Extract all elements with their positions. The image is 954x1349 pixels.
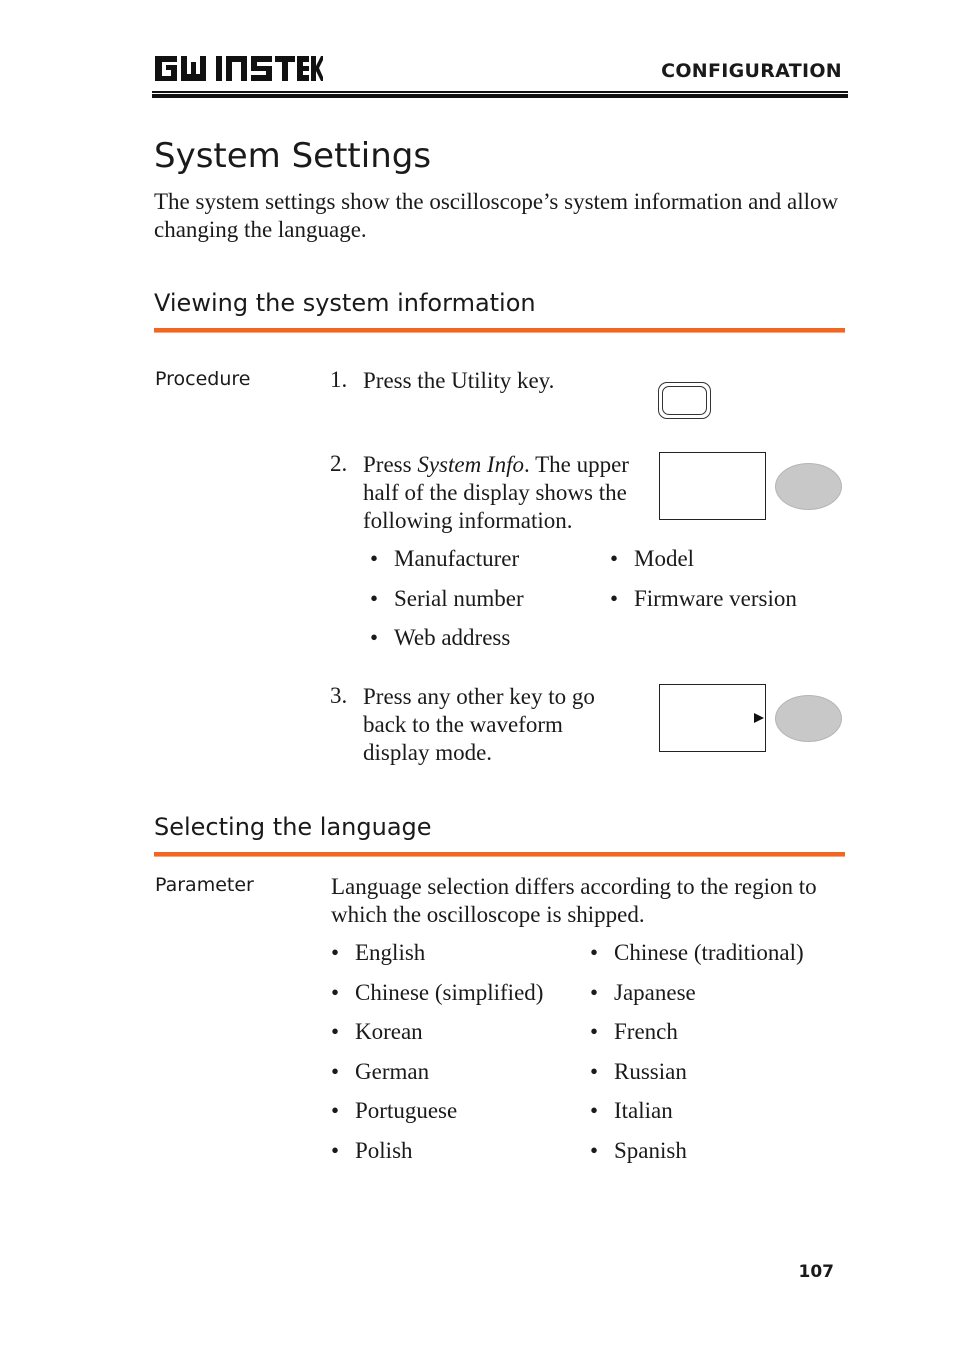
list-item: • German bbox=[331, 1059, 430, 1084]
list-item: • Portuguese bbox=[331, 1098, 458, 1123]
step-2-number: 2. bbox=[330, 451, 348, 476]
gw-instek-logo bbox=[153, 52, 323, 86]
header-rule-thin bbox=[152, 91, 848, 93]
page-title: System Settings bbox=[154, 136, 432, 176]
list-item: • Model bbox=[610, 546, 695, 571]
section-rule-language bbox=[154, 852, 845, 857]
header-rule-thick bbox=[152, 94, 848, 98]
section-heading-system-info: Viewing the system information bbox=[154, 289, 536, 317]
step-1-text: Press the Utility key. bbox=[363, 368, 555, 393]
intro-paragraph: The system settings show the oscilloscope’s system information and allow changing the language. bbox=[154, 189, 839, 242]
step-3-number: 3. bbox=[330, 683, 348, 708]
step-1-number: 1. bbox=[330, 367, 348, 392]
softkey-box-icon bbox=[659, 684, 766, 752]
list-item: • Russian bbox=[590, 1059, 687, 1084]
step-3-text: Press any other key to go back to the waveform display mode. bbox=[363, 684, 595, 765]
list-item: • French bbox=[590, 1019, 678, 1044]
softkey-button-icon bbox=[775, 463, 842, 510]
list-item: • Polish bbox=[331, 1138, 413, 1163]
softkey-box-icon bbox=[659, 452, 766, 520]
list-item: • Firmware version bbox=[610, 586, 797, 611]
header-section-title: CONFIGURATION bbox=[661, 60, 842, 82]
parameter-label: Parameter bbox=[155, 874, 254, 896]
utility-key-icon bbox=[658, 382, 711, 419]
language-description: Language selection differs according to the region to which the oscilloscope is shipped. bbox=[331, 874, 817, 927]
softkey-button-icon bbox=[775, 695, 842, 742]
list-item: • Serial number bbox=[370, 586, 524, 611]
list-item: • Italian bbox=[590, 1098, 673, 1123]
list-item: • Chinese (traditional) bbox=[590, 940, 804, 965]
section-heading-language: Selecting the language bbox=[154, 813, 432, 841]
page-number: 107 bbox=[798, 1262, 834, 1282]
step-2-suffix: . The upper half of the display shows the following information. bbox=[363, 452, 629, 533]
list-item: • Korean bbox=[331, 1019, 423, 1044]
section-rule-system-info bbox=[154, 328, 845, 333]
arrow-right-icon bbox=[753, 712, 765, 724]
list-item: • Japanese bbox=[590, 980, 696, 1005]
step-2-system-info: System Info bbox=[417, 452, 524, 477]
list-item: • Chinese (simplified) bbox=[331, 980, 544, 1005]
step-2-prefix: Press bbox=[363, 452, 418, 477]
step-2-text bbox=[363, 451, 658, 535]
procedure-label: Procedure bbox=[155, 368, 251, 390]
list-item: • Manufacturer bbox=[370, 546, 520, 571]
list-item: • Spanish bbox=[590, 1138, 687, 1163]
list-item: • Web address bbox=[370, 625, 511, 650]
list-item: • English bbox=[331, 940, 426, 965]
